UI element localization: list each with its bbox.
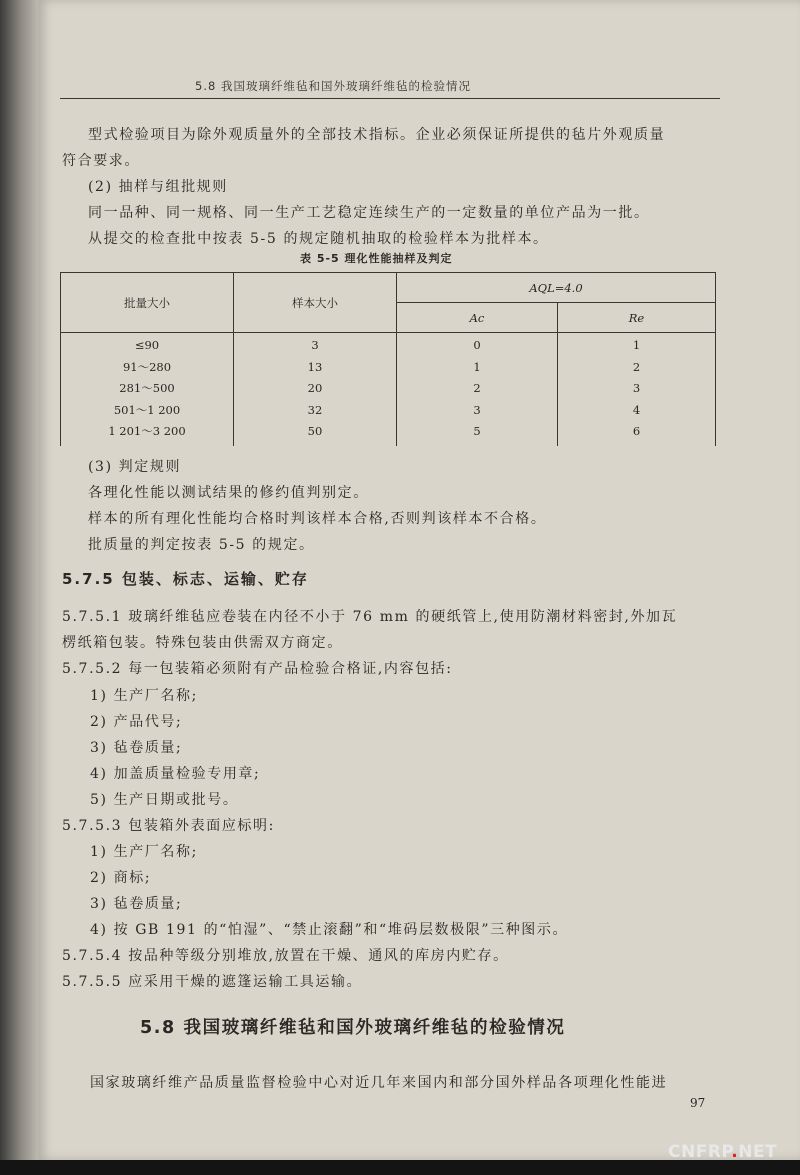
table-cell: 6 (632, 424, 641, 438)
list-item: 3) 毡卷质量; (90, 740, 183, 756)
watermark-text: NET (738, 1142, 778, 1162)
paragraph-line: 各理化性能以测试结果的修约值判别定。 (88, 485, 369, 501)
list-item: 1) 生产厂名称; (90, 688, 198, 704)
re-column (558, 333, 716, 447)
paragraph-line: 批质量的判定按表 5-5 的规定。 (88, 537, 315, 553)
site-watermark (668, 1142, 777, 1162)
header-aql: AQL=4.0 (397, 273, 716, 303)
table-cell: ≤90 (134, 338, 160, 352)
table-cell: 2 (632, 359, 641, 374)
table-cell: 1 (632, 338, 641, 352)
page-number: 97 (690, 1096, 706, 1110)
table-cell: 0 (473, 338, 481, 352)
table-cell: 4 (632, 402, 641, 417)
list-item: 2) 商标; (90, 870, 152, 886)
header-sample-size: 样本大小 (234, 273, 397, 333)
table-cell: 3 (632, 381, 641, 395)
batch-column (61, 333, 234, 447)
table-cell: 1 201～3 200 (108, 424, 186, 438)
clause-5755: 5.7.5.5 应采用干燥的遮篷运输工具运输。 (62, 974, 363, 990)
paragraph-line: 同一品种、同一规格、同一生产工艺稳定连续生产的一定数量的单位产品为一批。 (88, 205, 650, 221)
table-cell: 50 (307, 424, 323, 438)
table-cell: 281～500 (119, 381, 175, 395)
table-cell: 32 (307, 402, 323, 417)
table-cell: 5 (473, 424, 481, 438)
table-cell: 3 (473, 402, 481, 417)
running-header: 5.8 我国玻璃纤维毡和国外玻璃纤维毡的检验情况 (195, 79, 471, 93)
table-cell: 13 (307, 359, 323, 374)
list-item: 1) 生产厂名称; (90, 844, 198, 860)
ac-column (397, 333, 558, 447)
sampling-table (60, 272, 716, 446)
section-heading-575: 5.7.5 包装、标志、运输、贮存 (62, 570, 309, 588)
paragraph-line: 符合要求。 (62, 153, 140, 169)
paragraph-line: 楞纸箱包装。特殊包装由供需双方商定。 (62, 635, 343, 651)
table-cell: 91～280 (122, 359, 172, 374)
table-cell: 1 (473, 359, 481, 374)
list-item: 3) 毡卷质量; (90, 896, 183, 912)
clause-5751: 5.7.5.1 玻璃纤维毡应卷装在内径不小于 76 mm 的硬纸管上,使用防潮材料密封,外加瓦 (62, 609, 678, 625)
subsection-title: (3) 判定规则 (88, 459, 182, 475)
header-re: Re (558, 303, 716, 333)
table-cell: 2 (473, 381, 481, 395)
list-item: 2) 产品代号; (90, 714, 183, 730)
table-cell: 501～1 200 (113, 402, 181, 417)
paragraph-line: 从提交的检查批中按表 5-5 的规定随机抽取的检验样本为批样本。 (88, 231, 549, 247)
header-batch-size: 批量大小 (61, 273, 234, 333)
table-caption: 表 5-5 理化性能抽样及判定 (300, 252, 453, 265)
clause-5752: 5.7.5.2 每一包装箱必须附有产品检验合格证,内容包括: (62, 661, 453, 677)
section-heading-58: 5.8 我国玻璃纤维毡和国外玻璃纤维毡的检验情况 (140, 1018, 566, 1038)
table-cell: 3 (311, 338, 319, 352)
clause-5753: 5.7.5.3 包装箱外表面应标明: (62, 818, 275, 834)
header-ac: Ac (397, 303, 558, 333)
watermark-dot: . (731, 1142, 739, 1162)
sample-column (234, 333, 397, 447)
bottom-dark-band (0, 1160, 800, 1175)
list-item: 5) 生产日期或批号。 (90, 792, 239, 808)
clause-5754: 5.7.5.4 按品种等级分别堆放,放置在干燥、通风的库房内贮存。 (62, 948, 509, 964)
table-cell: 20 (307, 381, 323, 395)
watermark-text: CNFRP (668, 1142, 732, 1162)
paragraph-line: 国家玻璃纤维产品质量监督检验中心对近几年来国内和部分国外样品各项理化性能进 (90, 1075, 668, 1091)
book-binding-edge (0, 0, 38, 1160)
subsection-title: (2) 抽样与组批规则 (88, 179, 228, 195)
paragraph-line: 型式检验项目为除外观质量外的全部技术指标。企业必须保证所提供的毡片外观质量 (88, 127, 666, 143)
header-rule (60, 98, 720, 99)
list-item: 4) 按 GB 191 的“怕湿”、“禁止滚翻”和“堆码层数极限”三种图示。 (90, 922, 569, 938)
paragraph-line: 样本的所有理化性能均合格时判该样本合格,否则判该样本不合格。 (88, 511, 547, 527)
list-item: 4) 加盖质量检验专用章; (90, 766, 261, 782)
